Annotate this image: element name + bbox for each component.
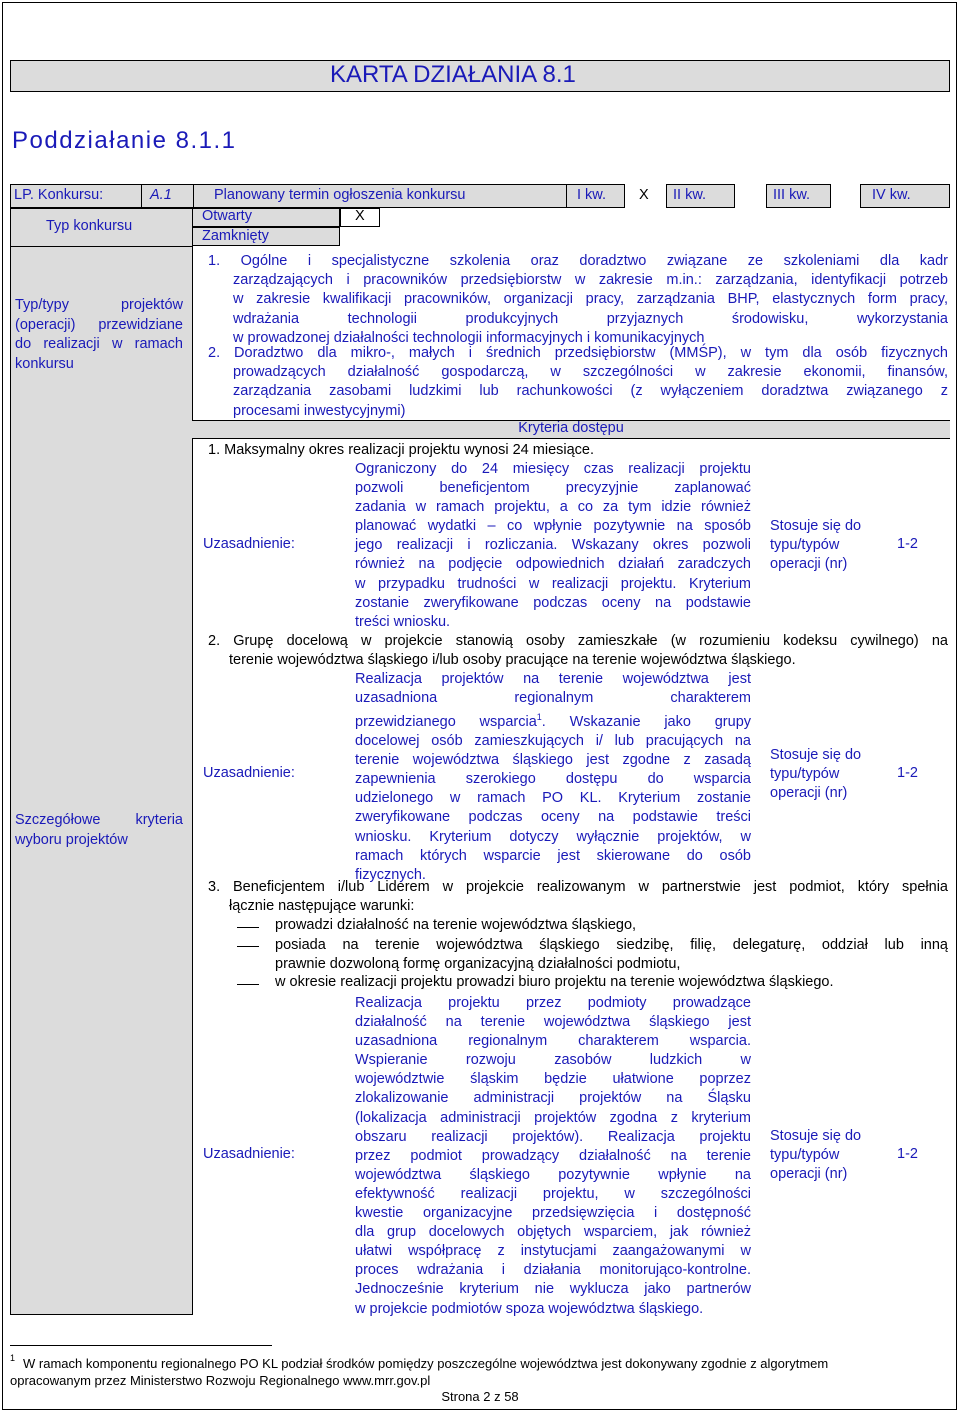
text-line: również na podjęcie odpowiednich działań zaradczych [355,556,751,573]
text-line: typu/typów [770,1147,840,1164]
text-line: treści wniosku. [355,613,451,630]
q2-mark-cell [734,184,766,208]
text-line: udzielonego w ramach PO KL. Kryterium zostanie [355,790,751,807]
text-line: obszaru realizacji projektów). Realizacja projektu [355,1128,751,1145]
kryterium-3-bullet: w okresie realizacji projektu prowadzi biuro projektu na terenie województwa śląskiego. [275,974,834,990]
footnote-line: W ramach komponentu regionalnego PO KL podział środków pomiędzy poszczególne województwa jest dokonywany zgodnie z algorytmem [23,1356,829,1371]
kryterium-2-uzasadnienie [355,670,751,885]
typy-label-line: (operacji) przewidziane [15,316,183,333]
bullet-dash [237,946,259,947]
kryterium-2-applies: 1-2 [897,765,918,781]
quarter-3: III kw. [773,187,811,203]
kryterium-3-bullet [275,936,948,974]
kryteria-label-line: wyboru projektów [15,831,128,848]
typ-konkursu-label: Typ konkursu [46,218,133,234]
text-line: kwestie organizacyjne przedsięwzięcia i dostępność [355,1205,751,1222]
typy-label-line: konkursu [15,355,74,372]
bullet-dash [237,984,259,985]
kryterium-3-applies: 1-2 [897,1146,918,1162]
page-number: Strona 2 z 58 [441,1389,519,1404]
text-line: 1. Ogólne i specjalistyczne szkolenia oraz doradztwo związane ze szkoleniami dla kadr [208,253,948,269]
text-line: planować wydatki – co wpłynie pozytywnie na sposób [355,518,751,535]
text-line: posiada na terenie województwa śląskiego siedzibę, filię, delegaturę, oddział lub inną [275,937,948,953]
footnote-separator [10,1345,272,1346]
text-line: zapewnienia szerokiego dostępu do wsparcia [355,771,751,788]
text-line: terenie województwa śląskiego jest zgodne z zasadą [355,752,751,769]
text-line: Realizacja projektu przez podmioty prowadzące [355,995,751,1011]
kryterium-2-title [208,632,948,670]
text-segment: przewidzianego wsparcia [355,714,537,731]
uzasadnienie-label: Uzasadnienie: [203,536,295,552]
quarter-2: II kw. [673,187,707,203]
text-line: Realizacja projektów na terenie województwa jest [355,671,751,687]
zamkniety-label: Zamknięty [202,228,269,244]
text-line: Stosuje się do [770,747,862,763]
kryterium-3-title [208,878,948,916]
kryterium-1-applies: 1-2 [897,536,918,552]
uzasadnienie-label: Uzasadnienie: [203,1146,295,1162]
text-line: 2. Grupę docelową w projekcie stanowią osoby zamieszkałe (w rozumieniu kodeksu cywilnego) na [208,633,948,649]
typy-label-line: Typ/typy projektów [15,297,183,313]
lp-value: A.1 [150,187,172,203]
kryteria-dostepu-header: Kryteria dostępu [518,420,624,436]
text-line: zadania w ramach projektu, a co za tym idzie również [355,499,751,516]
term-label: Planowany termin ogłoszenia konkursu [214,187,466,203]
text-line: w przypadku trudności w realizacji projektu. Kryterium [355,575,751,592]
text-line: łącznie następujące warunki: [229,898,415,915]
text-line: docelowej osób zamieszkujących i/ lub pracujących na [355,733,751,750]
kryteria-label [15,811,183,850]
typ-projektu-1 [208,252,948,348]
text-line: zlokalizowanie administracji projektów na Śląsku [355,1090,751,1107]
text-line: wdrażania technologii produkcyjnych przyjaznych środowisku, wykorzystania [233,310,948,327]
otwarty-mark: X [355,208,365,224]
text-line [355,708,751,732]
stosuje-label [770,746,861,804]
stosuje-label [770,517,861,575]
text-line: w projekcie podmiotów spoza województwa śląskiego. [355,1300,704,1317]
text-line: zarządzania zasobami ludzkimi lub rachunkowości (z wyłączeniem doradztwa związanego z [233,383,948,400]
text-line: typu/typów [770,537,840,554]
text-line: pozwoli beneficjentom precyzyjnie zaplanować [355,480,751,497]
kryterium-1-uzasadnienie [355,460,751,632]
text-line: typu/typów [770,766,840,783]
text-line: działalność na terenie województwa śląskiego jest [355,1014,751,1031]
text-line: Stosuje się do [770,518,862,534]
text-line: terenie województwa śląskiego i/lub osoby pracujące na terenie województwa śląskiego. [229,652,796,669]
otwarty-label: Otwarty [202,208,252,224]
q3-mark-cell [830,184,860,208]
text-line: operacji (nr) [770,556,848,573]
bullet-dash [237,927,259,928]
text-line: operacji (nr) [770,1166,848,1183]
footnote-line: opracowanym przez Ministerstwo Rozwoju Regionalnego www.mrr.gov.pl [10,1373,431,1388]
text-line: prowadzących działalność gospodarczą, w szczególności w zakresie ekonomii, finansów, [233,364,948,381]
text-line: przez podmiot prowadzący działalność na terenie [355,1147,751,1164]
page-subtitle: Poddziałanie 8.1.1 [12,127,237,154]
text-line: jego realizacji i rozliczania. Wskazany okres pozwoli [355,537,751,554]
text-line: Stosuje się do [770,1128,862,1144]
text-line: ułatwi współpracę z instytucjami zaangażowanymi w [355,1243,751,1260]
footnote-ref: 1 [536,712,542,723]
text-line: uzasadniona regionalnym charakterem [355,690,751,707]
text-line: województwie śląskim będzie ułatwione poprzez [355,1071,751,1088]
text-segment: . Wskazanie jako grupy [541,714,752,731]
text-line: zostanie zweryfikowane podczas oceny na podstawie [355,594,751,611]
text-line: prawnie dozwoloną formę organizacyjną działalności podmiotu, [275,956,681,973]
left-label-column [10,208,193,1315]
text-line: procesami inwestycyjnymi) [233,402,406,419]
typy-projektow-label [15,296,183,374]
left-divider [10,246,193,247]
text-line: Ograniczony do 24 miesięcy czas realizacji projektu [355,461,751,477]
kryteria-label-line: Szczegółowe kryteria [15,812,183,828]
uzasadnienie-label: Uzasadnienie: [203,765,295,781]
text-line: w prowadzonej działalności technologii informacyjnych i komunikacyjnych [233,329,705,346]
text-line: fizycznych. [355,866,426,883]
text-line: uzasadniona regionalnym charakterem wsparcia. [355,1033,751,1050]
text-line: zarządzających i pracowników przedsiębiorstw w zakresie m.in.: zarządzania, identyfikacji potrzeb [233,272,948,289]
footnote-number: 1 [10,1353,16,1363]
text-line: proces wdrażania i działania monitorująco-kontrolne. [355,1262,751,1279]
quarter-4: IV kw. [872,187,911,203]
kryterium-1-title: 1. Maksymalny okres realizacji projektu wynosi 24 miesiące. [208,442,595,458]
text-line: Jednocześnie kryterium nie wyklucza jako partnerów [355,1281,751,1298]
text-line: w zakresie kwalifikacji pracowników, organizacji pracy, zarządzania BHP, elastycznych form pracy, [233,291,948,308]
stosuje-label [770,1127,861,1185]
text-line: efektywność realizacji projektu, w szczególności [355,1185,751,1202]
text-line: 2. Doradztwo dla mikro-, małych i średnich przedsiębiorstw (MMŚP), w tym dla osób fizycznych [208,345,948,361]
text-line: wniosku. Kryterium dotyczy wyłącznie projektów, w [355,828,751,845]
text-line: operacji (nr) [770,785,848,802]
typ-projektu-2 [208,344,948,421]
quarter-1-mark: X [639,187,649,203]
quarter-1: I kw. [577,187,607,203]
text-line: Wspieranie rozwoju zasobów ludzkich w [355,1052,751,1069]
kryterium-3-bullet: prowadzi działalność na terenie województwa śląskiego, [275,917,637,933]
text-line: (lokalizacja administracji projektów zgodna z kryterium [355,1109,751,1126]
typy-label-line: do realizacji w ramach [15,336,183,352]
text-line: 3. Beneficjentem i/lub Liderem w projekcie realizowanym w partnerstwie jest podmiot, który spełnia [208,879,948,895]
text-line: województwa śląskiego pozytywnie wpłynie na [355,1166,751,1183]
text-line: dla grup docelowych objętych wsparciem, jak również [355,1224,751,1241]
kryterium-3-uzasadnienie [355,994,751,1319]
text-line: zweryfikowane podczas oceny na podstawie treści [355,809,751,826]
lp-label: LP. Konkursu: [14,187,104,203]
text-line: ramach których wsparcie jest skierowane do osób [355,847,751,864]
page-title: KARTA DZIAŁANIA 8.1 [330,61,576,88]
